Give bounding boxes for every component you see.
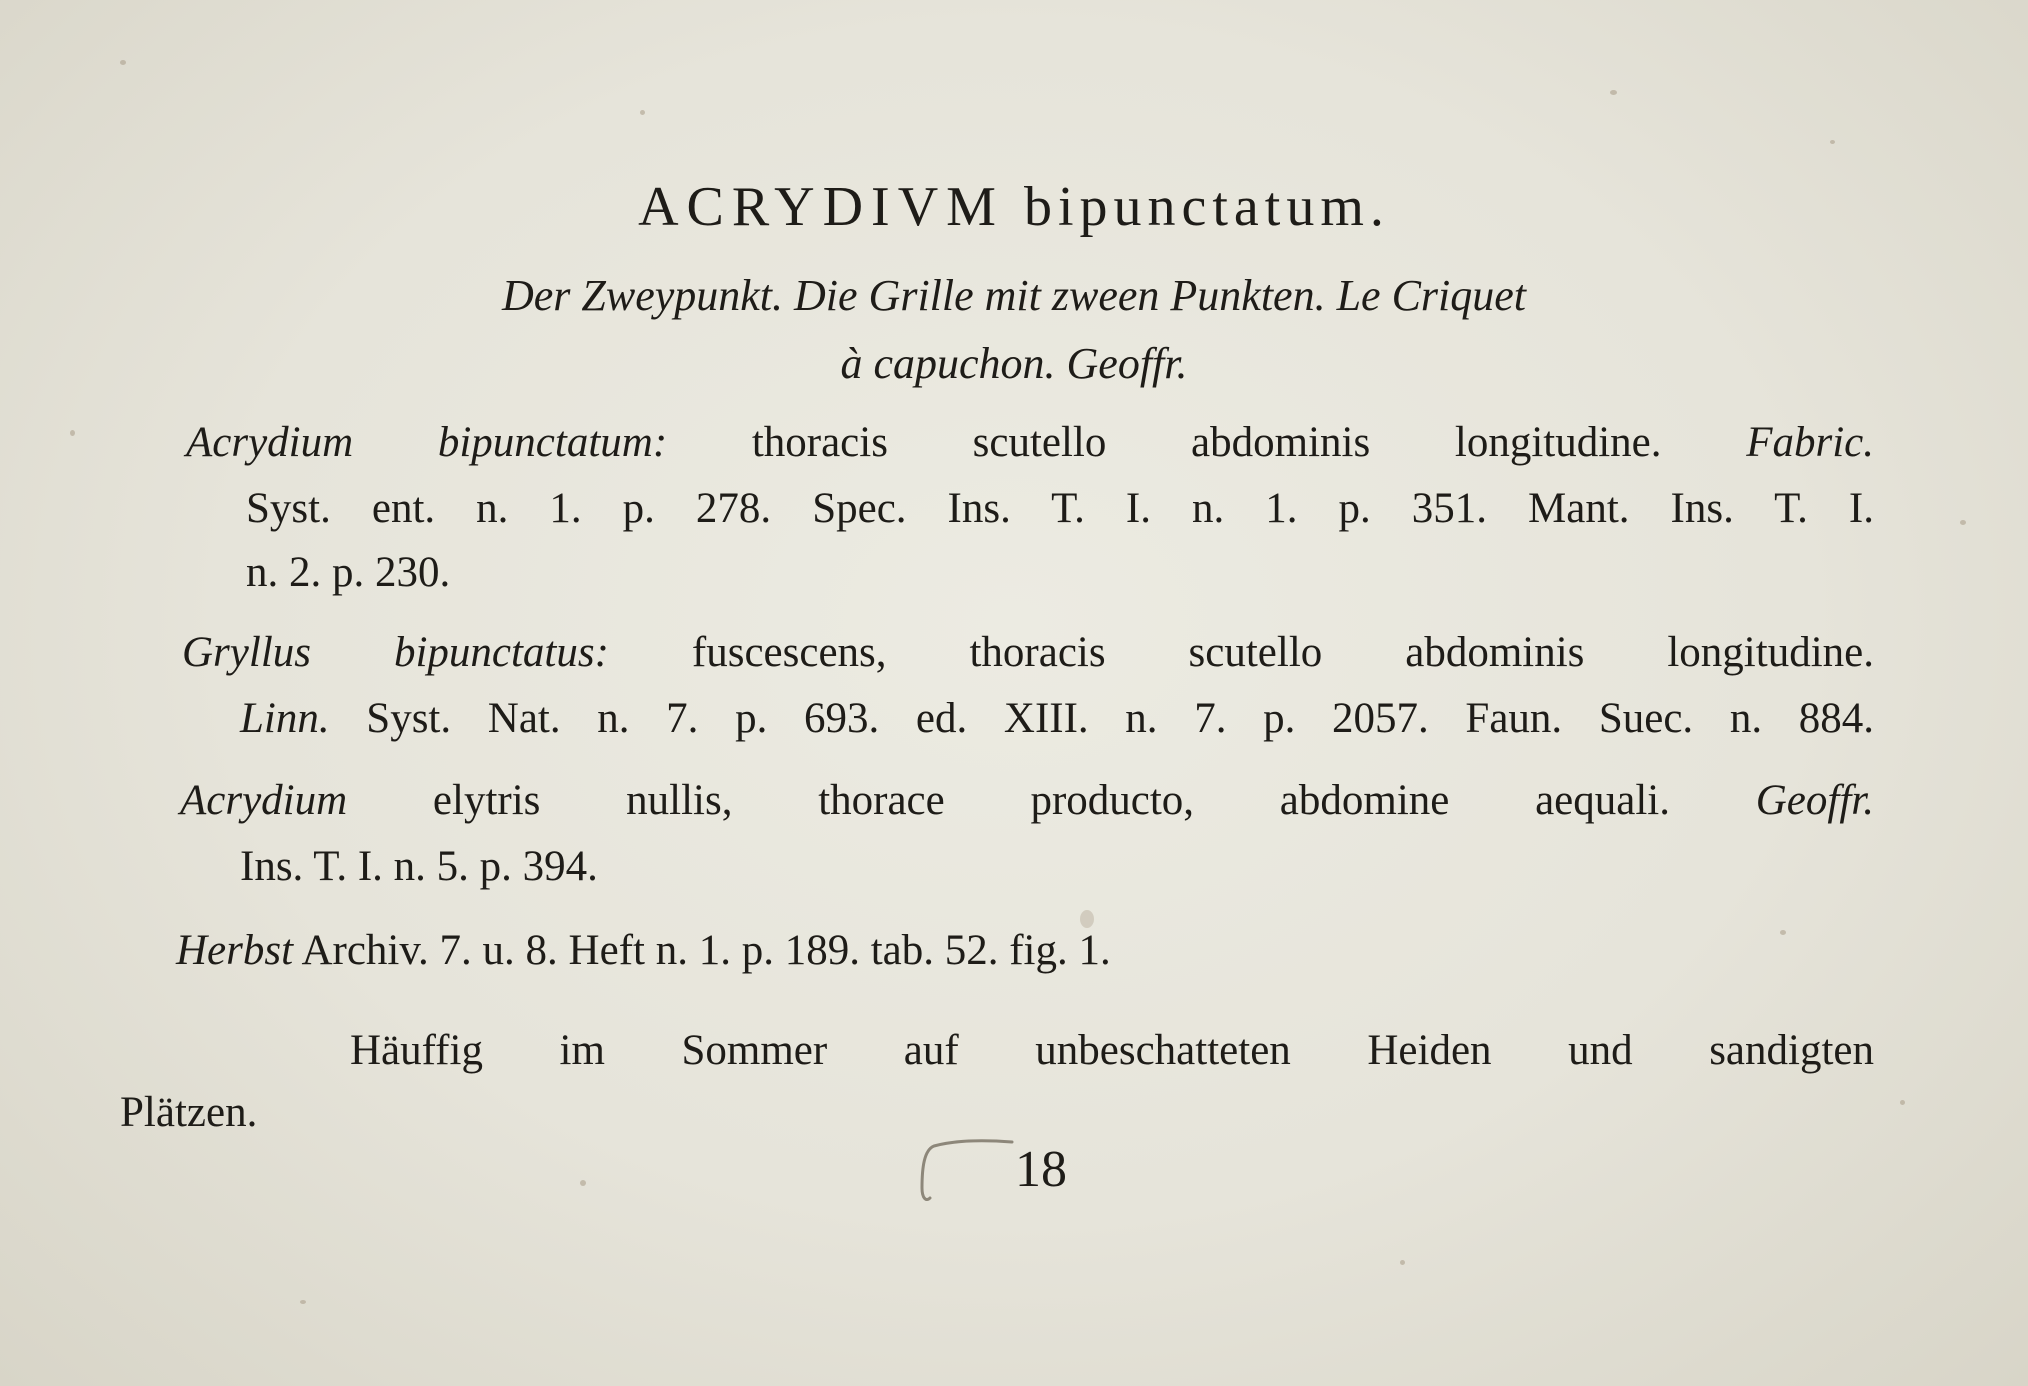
- taxon-description: thoracis scutello abdominis longitudine.: [667, 419, 1662, 466]
- paper-speck: [1610, 90, 1617, 95]
- citation-author: Geoffr.: [1755, 777, 1874, 824]
- taxon-name: Acrydium: [180, 777, 348, 824]
- page-title: [0, 175, 2028, 239]
- entry-2-line-2: [240, 694, 1874, 743]
- habitat-line-1: Häuffig im Sommer auf unbeschatteten Heiden und sandigten: [350, 1027, 1874, 1074]
- taxon-description: elytris nullis, thorace producto, abdomine aequali.: [347, 777, 1670, 824]
- entry-1-line-2: Syst. ent. n. 1. p. 278. Spec. Ins. T. I. n. 1. p. 351. Mant. Ins. T. I.: [246, 485, 1874, 532]
- habitat-line-2: Plätzen.: [120, 1089, 258, 1136]
- taxon-name: Gryllus bipunctatus:: [182, 629, 609, 676]
- entry-4-line-1: [176, 926, 1111, 975]
- entry-2-line-1: [182, 628, 1874, 677]
- citation-author: Fabric.: [1746, 419, 1874, 466]
- citation-author: Linn.: [240, 695, 330, 742]
- paper-speck: [640, 110, 645, 115]
- paper-speck: [1900, 1100, 1905, 1105]
- citation-text: Syst. Nat. n. 7. p. 693. ed. XIII. n. 7. p. 2057. Faun. Suec. n. 884.: [329, 695, 1874, 742]
- paper-speck: [300, 1300, 306, 1304]
- common-names-line-1: Der Zweypunkt. Die Grille mit zween Punkten. Le Criquet: [501, 271, 1527, 320]
- taxon-name: Acrydium bipunctatum:: [186, 419, 668, 466]
- common-names-line-2: à capuchon. Geoffr.: [840, 339, 1188, 388]
- paper-speck: [1400, 1260, 1405, 1265]
- paper-speck: [120, 60, 126, 65]
- paper-speck: [1830, 140, 1835, 144]
- paper-speck: [1780, 930, 1786, 935]
- entry-3-line-2: Ins. T. I. n. 5. p. 394.: [240, 843, 598, 890]
- entry-3-line-1: [180, 776, 1874, 825]
- citation-text: Archiv. 7. u. 8. Heft n. 1. p. 189. tab. 52. fig. 1.: [293, 927, 1111, 974]
- entry-1-line-1: [186, 418, 1874, 467]
- paper-speck: [70, 430, 75, 436]
- page-number: 18: [1015, 1141, 1067, 1198]
- citation-author: Herbst: [176, 927, 294, 974]
- species-title: bipunctatum.: [1023, 176, 1390, 238]
- genus-title: ACRYDIVM: [638, 176, 1004, 238]
- entry-1-line-3: n. 2. p. 230.: [246, 549, 451, 596]
- taxon-description: fuscescens, thoracis scutello abdominis longitudine.: [608, 629, 1874, 676]
- paper-speck: [1960, 520, 1966, 525]
